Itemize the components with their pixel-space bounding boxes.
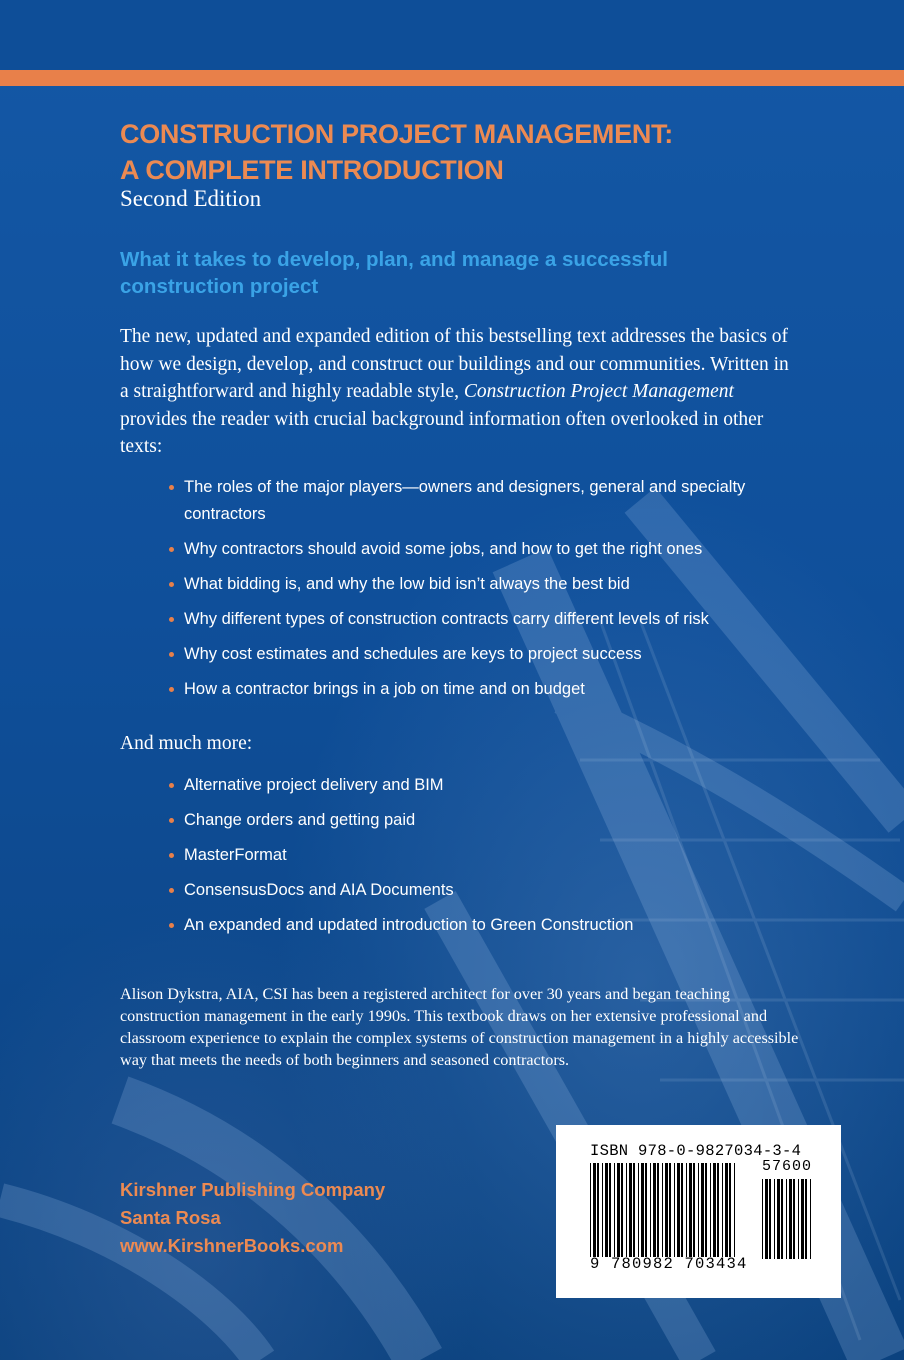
top-band xyxy=(0,0,904,70)
barcode-bar xyxy=(617,1163,620,1257)
book-title-line-1: CONSTRUCTION PROJECT MANAGEMENT: xyxy=(120,119,673,149)
barcode-bar xyxy=(645,1163,647,1257)
list-item xyxy=(165,536,815,563)
barcode-bar xyxy=(669,1163,671,1257)
barcode-bar xyxy=(713,1163,716,1257)
list-item-text: Why contractors should avoid some jobs, and how to get the right ones xyxy=(184,540,703,558)
main-bullet-list xyxy=(165,474,815,711)
bullet-dot-icon xyxy=(169,888,174,893)
ean-digits: 9 780982 703434 xyxy=(590,1255,748,1273)
list-item-text: Why cost estimates and schedules are keys to project success xyxy=(184,645,642,663)
barcode-bar xyxy=(798,1179,799,1259)
barcode-bar xyxy=(805,1179,807,1259)
barcode-bar xyxy=(674,1163,675,1257)
barcode-bar xyxy=(689,1163,692,1257)
list-item xyxy=(165,842,815,869)
edition-label: Second Edition xyxy=(120,186,262,211)
publisher-website: www.KirshnerBooks.com xyxy=(120,1235,344,1256)
barcode-bar xyxy=(657,1163,659,1257)
barcode-bar xyxy=(693,1163,695,1257)
barcode-bar xyxy=(590,1163,591,1257)
bullet-dot-icon xyxy=(169,783,174,788)
bullet-dot-icon xyxy=(169,652,174,657)
bullet-dot-icon xyxy=(169,853,174,858)
list-item-text: What bidding is, and why the low bid isn’t always the best bid xyxy=(184,575,630,593)
barcode-bar xyxy=(734,1163,735,1257)
barcode-box xyxy=(556,1125,841,1298)
barcode-bar xyxy=(686,1163,687,1257)
list-item xyxy=(165,606,815,633)
list-item-text: How a contractor brings in a job on time and on budget xyxy=(184,680,585,698)
barcode-bar xyxy=(629,1163,632,1257)
barcode-bar xyxy=(762,1179,763,1259)
barcode-bar xyxy=(638,1163,639,1257)
barcode-bar xyxy=(653,1163,656,1257)
barcode-bar xyxy=(722,1163,723,1257)
intro-text-before: The new, updated and expanded edition of this bestselling text addresses the basics of how we design, develop, and construct our buildings and our communities. Written in a straightforward and highly readable style, xyxy=(120,326,789,403)
barcode-bar xyxy=(725,1163,728,1257)
barcode-bar xyxy=(677,1163,680,1257)
bullet-dot-icon xyxy=(169,687,174,692)
price-code: 57600 xyxy=(762,1158,813,1175)
barcode-bar xyxy=(777,1179,780,1259)
list-item xyxy=(165,912,815,939)
bullet-dot-icon xyxy=(169,617,174,622)
book-title-line-2: A COMPLETE INTRODUCTION xyxy=(120,155,504,185)
barcode-bar xyxy=(769,1179,771,1259)
barcode-bar xyxy=(710,1163,711,1257)
intro-book-title: Construction Project Management xyxy=(463,381,734,403)
intro-text-after: provides the reader with crucial background information often overlooked in other texts: xyxy=(120,408,764,458)
list-item xyxy=(165,772,815,799)
barcode-bar xyxy=(626,1163,627,1257)
barcode-bar xyxy=(705,1163,707,1257)
list-item xyxy=(165,676,815,703)
barcode-bar xyxy=(789,1179,792,1259)
list-item xyxy=(165,571,815,598)
barcode-bar xyxy=(774,1179,775,1259)
publisher-name: Kirshner Publishing Company xyxy=(120,1179,386,1200)
barcode-bar xyxy=(650,1163,651,1257)
barcode-bar xyxy=(810,1179,811,1259)
barcode-bar xyxy=(801,1179,804,1259)
list-item-text: Alternative project delivery and BIM xyxy=(184,776,444,794)
more-bullet-list xyxy=(165,772,815,947)
book-title xyxy=(120,116,800,188)
bullet-dot-icon xyxy=(169,923,174,928)
barcode-bar xyxy=(765,1179,768,1259)
list-item-text: MasterFormat xyxy=(184,846,287,864)
publisher-city: Santa Rosa xyxy=(120,1207,221,1228)
list-item xyxy=(165,877,815,904)
bullet-dot-icon xyxy=(169,582,174,587)
barcode-bar xyxy=(698,1163,699,1257)
list-item-text: ConsensusDocs and AIA Documents xyxy=(184,881,454,899)
barcode-bar xyxy=(605,1163,608,1257)
bullet-dot-icon xyxy=(169,547,174,552)
list-item xyxy=(165,807,815,834)
orange-stripe xyxy=(0,70,904,86)
list-item xyxy=(165,641,815,668)
barcode-bar xyxy=(609,1163,611,1257)
barcode-bar xyxy=(593,1163,596,1257)
tagline-line-1: What it takes to develop, plan, and manage a successful xyxy=(120,248,668,271)
barcode-bar xyxy=(662,1163,663,1257)
intro-paragraph xyxy=(120,323,800,461)
barcode-bar xyxy=(641,1163,644,1257)
barcode-bar xyxy=(681,1163,683,1257)
barcode-bar xyxy=(665,1163,668,1257)
more-heading: And much more: xyxy=(120,733,253,754)
barcode-bar xyxy=(729,1163,731,1257)
barcode-bar xyxy=(614,1163,615,1257)
barcode-bar xyxy=(781,1179,783,1259)
barcode-bar xyxy=(793,1179,795,1259)
tagline-line-2: construction project xyxy=(120,275,319,298)
list-item-text: Why different types of construction contracts carry different levels of risk xyxy=(184,610,709,628)
list-item-text: The roles of the major players—owners and designers, general and specialty contractors xyxy=(184,478,746,523)
author-bio: Alison Dykstra, AIA, CSI has been a registered architect for over 30 years and began teaching construction management in the early 1990s. This textbook draws on her extensive professional and classroom experience to explain the complex systems of construction management in a highly accessible way that meets the needs of both beginners and seasoned contractors. xyxy=(120,985,799,1069)
tagline xyxy=(120,246,800,300)
bullet-dot-icon xyxy=(169,818,174,823)
barcode-bar xyxy=(621,1163,623,1257)
bullet-dot-icon xyxy=(169,485,174,490)
barcode-bar xyxy=(717,1163,719,1257)
barcode-bar xyxy=(597,1163,599,1257)
isbn-label: ISBN 978-0-9827034-3-4 xyxy=(590,1142,802,1160)
list-item xyxy=(165,474,815,528)
barcode-bar xyxy=(701,1163,704,1257)
list-item-text: Change orders and getting paid xyxy=(184,811,416,829)
barcode-bar xyxy=(633,1163,635,1257)
barcode-bar xyxy=(602,1163,603,1257)
list-item-text: An expanded and updated introduction to Green Construction xyxy=(184,916,634,934)
barcode-bar xyxy=(786,1179,787,1259)
